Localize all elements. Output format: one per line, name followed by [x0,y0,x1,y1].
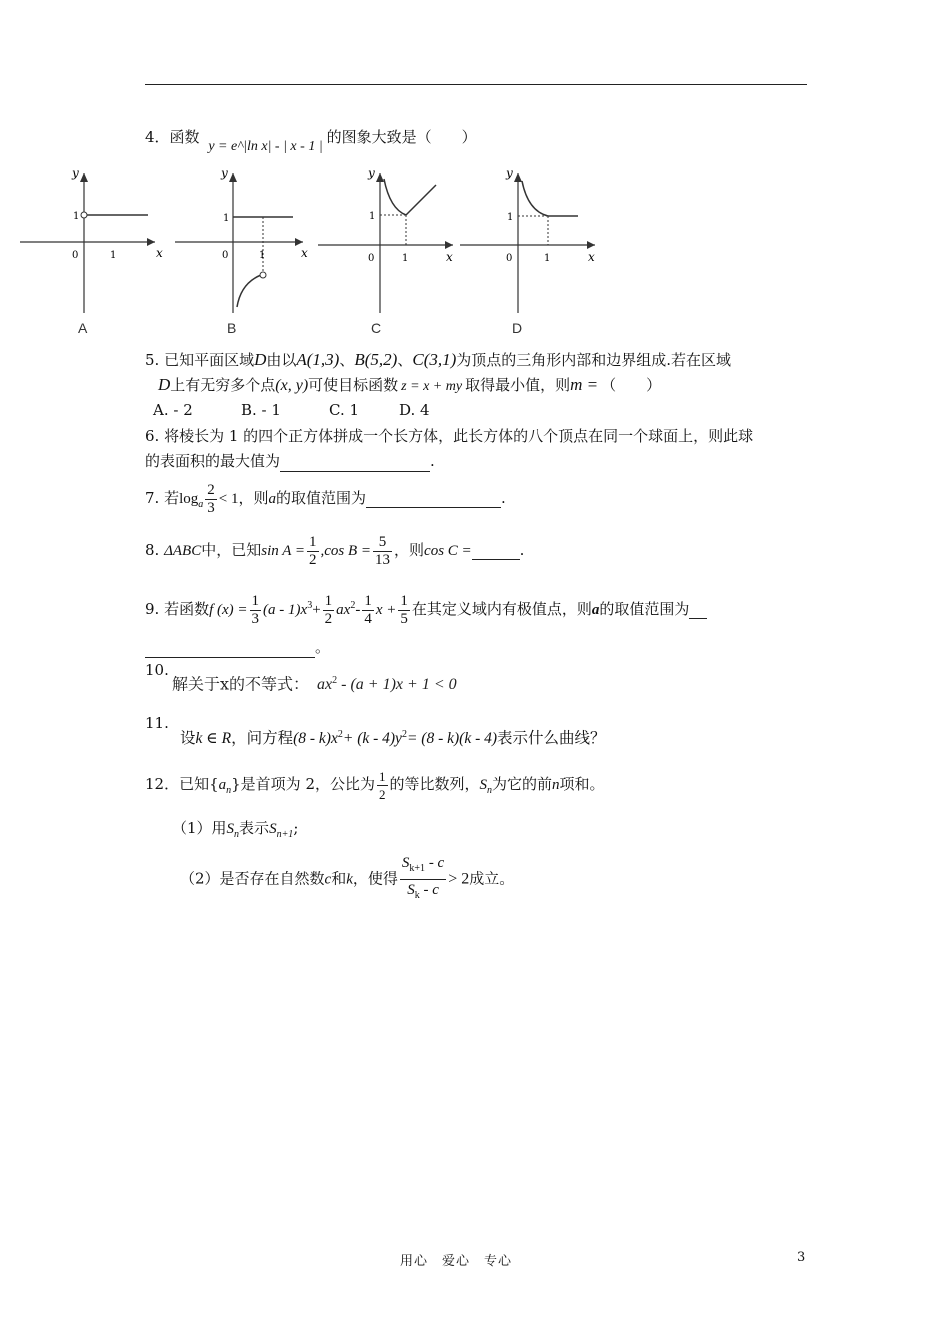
svg-text:1: 1 [507,212,514,223]
svg-text:y: y [368,166,375,180]
question-8: 8. ΔABC中，已知sin A = $\frac{1}{2}$ ,cos B = $\frac{5}{13}$ ，则cos C = . [145,533,525,568]
page-number: 3 [797,1250,806,1265]
question-11: 设k ∈ R，问方程$(8 - k)x^2+ (k - 4)y^2= (8 - k)(k - 4)$表示什么曲线？ [180,729,606,748]
caption-b: B [227,320,237,336]
svg-text:1: 1 [73,211,80,222]
caption-a: A [78,320,88,336]
header-rule [145,84,807,85]
svg-text:x: x [588,250,595,264]
graph-b [175,165,315,315]
question-12-part-1: （1）用$S_n$表示$S_{n+1}$; [172,819,299,840]
page-footer: 用心 爱心 专心 [400,1254,513,1269]
question-6-line-1: 6. 将棱长为 1 的四个正方体拼成一个长方体，此长方体的八个顶点在同一个球面上，则此球 [145,427,754,445]
svg-text:1: 1 [110,250,117,261]
answer-blank-7 [366,489,501,508]
option-d: D. 4 [399,401,430,419]
question-9: 9. 若函数f (x) = $\frac{1}{3}$ $(a - 1)x^3+$ $\frac{1}{2}$ $ax^2-$ $\frac{1}{4}$ x + $\frac{1}{5}$ 在其定义域内有极值点，则a的取值范围为 [145,588,707,628]
svg-text:0: 0 [368,253,375,264]
option-a: A. - 2 [153,401,193,419]
question-6-line-2: 的表面积的最大值为 . [145,452,435,470]
option-b: B. - 1 [241,401,281,419]
svg-text:1: 1 [223,213,230,224]
question-11-number: 11. [145,714,169,732]
question-12-part-2: （2）是否存在自然数c和k，使得 $\frac{S_{k+1} - c}{S_k - c}$ > 2成立。 [180,855,515,901]
svg-text:1: 1 [544,253,551,264]
answer-blank-8 [472,541,520,560]
question-5-line-1: 5. 已知平面区域D由以A(1,3)、B(5,2)、C(3,1)为顶点的三角形内部和边界组成.若在区域 [145,350,732,369]
question-10: 解关于x的不等式： $ax^2 - (a + 1)x + 1 < 0$ [172,674,457,694]
svg-text:x: x [156,246,163,260]
question-9-answer: 。 [145,637,330,658]
graph-d [460,165,600,315]
answer-blank-6 [280,451,430,472]
question-5-options [153,400,430,420]
question-12: 12．已知$\{a_n\}$是首项为 2，公比为 $\frac{1}{2}$ 的等比数列，$S_n$为它的前n项和。 [145,768,605,802]
svg-text:y: y [72,166,79,180]
svg-text:0: 0 [506,253,513,264]
svg-text:1: 1 [402,253,409,264]
svg-text:x: x [446,250,453,264]
caption-d: D [512,320,523,336]
option-c: C. 1 [329,401,360,419]
question-7: 7. 若$\log_a$ $\frac{2}{3}$ < 1，则a的取值范围为 . [145,481,506,516]
svg-text:1: 1 [259,250,266,261]
svg-text:0: 0 [222,250,229,261]
graph-c [318,165,458,315]
caption-c: C [371,320,382,336]
graph-a [20,165,163,315]
svg-text:1: 1 [369,211,376,222]
svg-text:x: x [301,246,308,260]
svg-text:y: y [221,166,228,180]
question-5-line-2: D上有无穷多个点(x, y)可使目标函数 z = x + my 取得最小值，则m = （ ） [158,375,662,394]
question-10-number: 10. [145,661,169,679]
q4-formula: y = e^|ln x| - | x - 1 | [208,139,323,154]
svg-text:y: y [506,166,513,180]
answer-blank-9 [145,637,315,658]
svg-text:0: 0 [72,250,79,261]
question-4: 4．函数 y = e^|ln x| - | x - 1 |的图象大致是（ ） [145,128,477,154]
